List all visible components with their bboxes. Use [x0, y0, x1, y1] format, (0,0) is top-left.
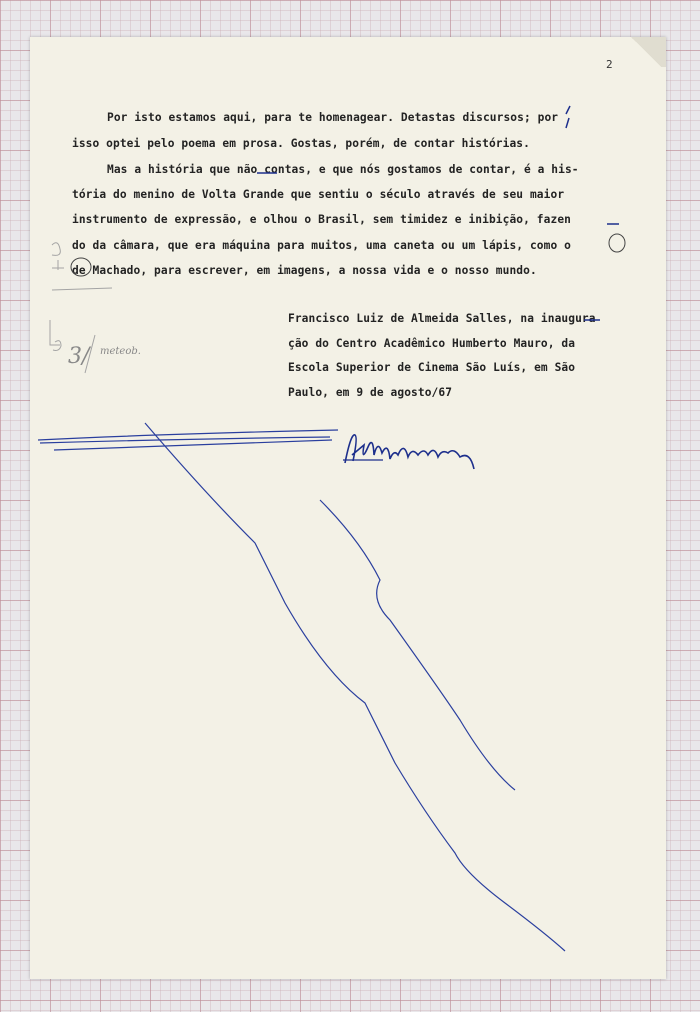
credit-line-3: Escola Superior de Cinema São Luís, em São: [288, 361, 576, 374]
crossed-out-lines: [38, 423, 565, 951]
text-line-6: do da câmara, que era máquina para muitos, uma caneta ou um lápis, como o: [72, 239, 571, 252]
page-number: 2: [606, 58, 613, 71]
text-line-1: Por isto estamos aqui, para te homenagear. Detastas discursos; por: [107, 111, 559, 124]
pencil-note-number: 3/: [68, 344, 90, 369]
circle-mark-de: [71, 258, 91, 276]
blue-ink-corrections: [257, 106, 619, 320]
text-line-4: tória do menino de Volta Grande que sentiu o século através de seu maior: [72, 188, 565, 201]
handwritten-signature: [345, 435, 474, 469]
credit-line-1: Francisco Luiz de Almeida Salles, na inaugura: [288, 312, 596, 325]
pencil-margin-marks: [50, 243, 112, 373]
text-line-5: instrumento de expressão, e olhou o Brasil, sem timidez e inibição, fazen: [72, 213, 571, 226]
credit-line-4: Paulo, em 9 de agosto/67: [288, 386, 453, 399]
circle-mark-o: [609, 234, 625, 252]
text-line-7: de Machado, para escrever, em imagens, a nossa vida e o nosso mundo.: [72, 264, 537, 277]
pencil-note-word: meteob.: [100, 346, 141, 357]
credit-line-2: ção do Centro Acadêmico Humberto Mauro, da: [288, 337, 576, 350]
text-line-3: Mas a história que não contas, e que nós gostamos de contar, é a his-: [107, 163, 579, 176]
text-line-2: isso optei pelo poema em prosa. Gostas, porém, de contar histórias.: [72, 137, 530, 150]
